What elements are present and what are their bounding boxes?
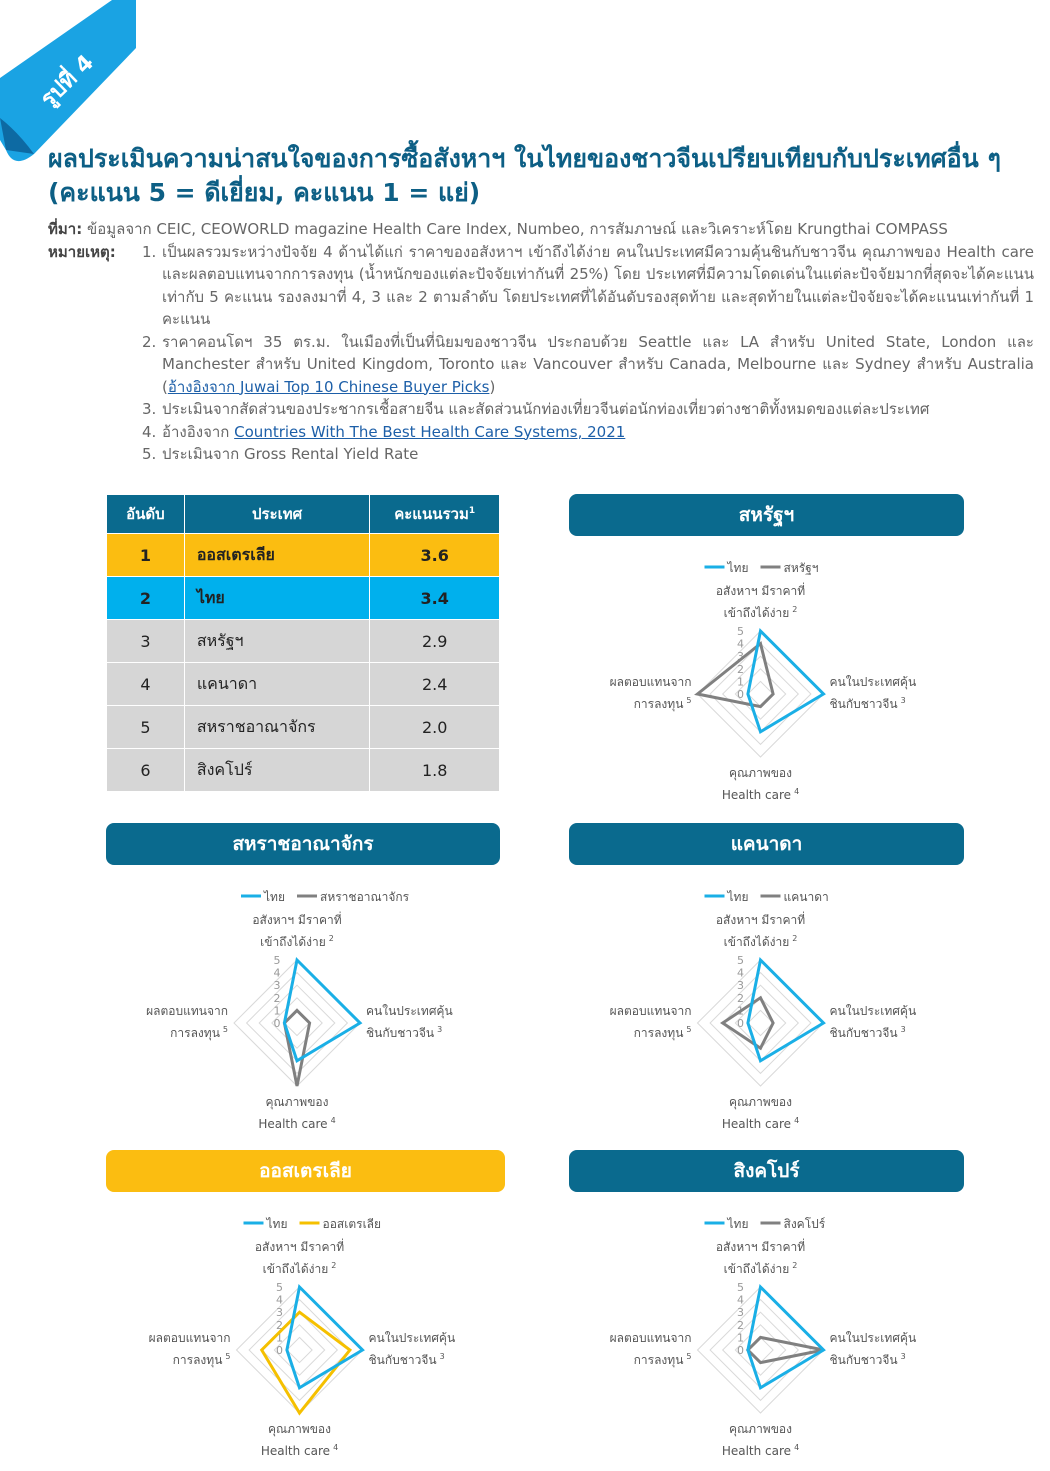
juwai-link[interactable]: อ้างอิงจาก Juwai Top 10 Chinese Buyer Picks [167,377,490,396]
radar-chart [569,865,964,1135]
legend-label: สหราชอาณาจักร [320,890,410,904]
axis-label-right: ชินกับชาวจีน $^3$ [366,1025,443,1040]
note-text: ประเมินจากสัดส่วนของประชากรเชื้อสายจีน และสัดส่วนนักท่องเที่ยวจีนต่อนักท่องเที่ยวต่างชาติทั้งหมดของแต่ละประเทศ [162,400,930,418]
cell-score: 2.0 [370,706,500,749]
header-rank: อันดับ [107,495,185,534]
grid-ring [723,656,799,732]
radar-panel [106,1150,505,1470]
tick-label: 0 [276,1344,283,1357]
chart-legend [244,1217,382,1231]
tick-label: 2 [737,1318,744,1332]
header-score-sup: 1 [468,506,476,516]
axis-label-top: เข้าถึงได้ง่าย $^2$ [723,605,798,620]
axis-label-bottom: Health care $^4$ [721,1443,800,1458]
cell-country: สิงคโปร์ [184,749,370,792]
axis-label-sup: 4 [794,1116,800,1125]
tick-label: 0 [273,1017,281,1030]
axis-label-top: อสังหาฯ มีราคาที่ [254,1240,345,1254]
tick-label: 4 [273,966,281,980]
axis-label-left: การลงทุน $^5$ [633,696,692,711]
axis-label-top: เข้าถึงได้ง่าย $^2$ [723,934,798,949]
tick-label: 3 [273,979,281,993]
tick-label: 2 [273,991,281,1005]
axis-label-right: คนในประเทศคุ้น [829,1331,917,1345]
legend-label: สหรัฐฯ [783,561,819,575]
axis-label-right: คนในประเทศคุ้น [829,675,917,689]
note-item [142,241,1034,331]
tick-label: 5 [737,1281,744,1294]
chart-legend [705,890,829,904]
notes-label: หมายเหตุ: [48,242,116,261]
axis-label-left: ผลตอบแทนจาก [609,1004,692,1018]
table-row [107,749,500,792]
axis-label-left: การลงทุน $^5$ [170,1025,228,1040]
tick-label: 0 [737,688,744,701]
axis-label-sup: 3 [900,696,906,705]
radar-panel [569,494,964,814]
radar-title: สิงคโปร์ [569,1150,964,1192]
axis-label-sup: 2 [792,605,798,614]
legend-label: ออสเตรเลีย [322,1217,382,1231]
grid-ring [262,1312,338,1388]
axis-label-bottom: Health care $^4$ [721,1116,800,1131]
radar-title: สหรัฐฯ [569,494,964,536]
tick-label: 3 [276,1306,283,1320]
axis-label-left: ผลตอบแทนจาก [609,675,692,689]
tick-label: 4 [737,966,744,980]
axis-label-sup: 5 [686,696,692,705]
legend-label: สิงคโปร์ [783,1217,826,1231]
axis-label-bottom: คุณภาพของ [268,1422,331,1436]
note-number: 5. [142,445,157,463]
legend-label: ไทย [727,1217,749,1231]
radar-title: ออสเตรเลีย [106,1150,505,1192]
grid-ring [237,1287,363,1413]
tick-label: 4 [276,1293,283,1307]
header-score [370,495,500,534]
radar-chart [106,865,500,1135]
radar-panel [569,823,964,1143]
grid-ring [234,960,360,1086]
axis-label-sup: 3 [900,1025,906,1034]
radar-panel [106,823,500,1143]
table-row [107,534,500,577]
cell-score: 2.9 [370,620,500,663]
tick-label: 3 [737,650,744,664]
axis-label-right: คนในประเทศคุ้น [368,1331,456,1345]
legend-label: ไทย [727,561,749,575]
axis-label-top: อสังหาฯ มีราคาที่ [715,1240,806,1254]
tick-label: 3 [737,979,744,993]
axis-label-bottom: คุณภาพของ [729,766,792,780]
note-text: ประเมินจาก Gross Rental Yield Rate [162,445,419,463]
cell-score: 1.8 [370,749,500,792]
axis-label-top: อสังหาฯ มีราคาที่ [715,913,806,927]
axis-label-sup: 2 [328,934,334,943]
note-text: อ้างอิงจาก [162,422,235,441]
radar-chart [106,1192,505,1462]
table-row [107,577,500,620]
axis-label-left: ผลตอบแทนจาก [609,1331,692,1345]
legend-label: ไทย [727,890,749,904]
radar-chart [569,1192,964,1462]
table-header-row [107,495,500,534]
tick-label: 1 [276,1331,283,1345]
page-title: ผลประเมินความน่าสนใจของการซื้อสังหาฯ ในไทยของชาวจีนเปรียบเทียบกับประเทศอื่น ๆ (คะแนน 5 = ดีเยี่ยม, คะแนน 1 = แย่) [48,144,1001,207]
axis-label-right: ชินกับชาวจีน $^3$ [829,696,906,711]
tick-label: 5 [737,954,744,967]
axis-label-sup: 3 [900,1352,906,1361]
note-number: 2. [142,332,157,351]
axis-label-bottom: คุณภาพของ [265,1095,329,1109]
cell-score: 3.6 [370,534,500,577]
tick-label: 0 [737,1344,744,1357]
cell-rank: 4 [107,663,185,706]
grid-ring [723,1312,799,1388]
grid-ring [698,631,824,757]
series-line [698,644,774,707]
chart-legend [241,890,410,904]
grid-ring [259,985,335,1061]
tick-label: 4 [737,1293,744,1307]
grid-ring [698,1287,824,1413]
axis-label-top: อสังหาฯ มีราคาที่ [252,913,342,927]
tick-label: 5 [737,625,744,638]
note-item [142,398,1034,421]
table-row [107,663,500,706]
axis-label-bottom: คุณภาพของ [729,1422,792,1436]
radar-title: แคนาดา [569,823,964,865]
tick-label: 1 [737,1004,744,1018]
note-number: 3. [142,400,157,418]
axis-label-sup: 2 [331,1261,337,1270]
axis-label-bottom: Health care $^4$ [260,1443,339,1458]
legend-label: ไทย [264,890,285,904]
ranking-table [106,494,500,792]
axis-label-sup: 5 [225,1352,231,1361]
axis-label-right: คนในประเทศคุ้น [366,1004,453,1018]
note-item [142,443,1034,466]
tick-label: 1 [737,675,744,689]
axis-label-sup: 4 [794,787,800,796]
axis-label-sup: 3 [437,1025,443,1034]
axis-label-top: เข้าถึงได้ง่าย $^2$ [260,934,334,949]
axis-label-sup: 5 [686,1025,692,1034]
tick-label: 4 [737,637,744,651]
note-item [142,421,1034,444]
axis-label-left: การลงทุน $^5$ [633,1352,692,1367]
cell-rank: 6 [107,749,185,792]
axis-label-right: ชินกับชาวจีน $^3$ [368,1352,445,1367]
axis-label-sup: 2 [792,934,798,943]
axis-label-top: เข้าถึงได้ง่าย $^2$ [723,1261,798,1276]
source-label: ที่มา: [48,220,83,238]
axis-label-left: ผลตอบแทนจาก [148,1331,231,1345]
source-line [48,218,1034,241]
header-country: ประเทศ [184,495,370,534]
health-care-link[interactable]: Countries With The Best Health Care Systems, 2021 [234,422,626,441]
chart-legend [705,561,819,575]
axis-label-sup: 4 [333,1443,339,1452]
tick-label: 5 [273,954,281,967]
axis-label-sup: 5 [222,1025,228,1034]
legend-label: แคนาดา [783,890,829,904]
tick-label: 2 [276,1318,283,1332]
cell-country: แคนาดา [184,663,370,706]
cell-rank: 3 [107,620,185,663]
note-number: 1. [142,242,157,261]
axis-label-right: คนในประเทศคุ้น [829,1004,917,1018]
tick-label: 1 [737,1331,744,1345]
axis-label-sup: 5 [686,1352,692,1361]
tick-label: 2 [737,662,744,676]
axis-label-right: ชินกับชาวจีน $^3$ [829,1352,906,1367]
radar-panel [569,1150,964,1470]
axis-label-sup: 2 [792,1261,798,1270]
cell-rank: 1 [107,534,185,577]
tick-label: 1 [273,1004,281,1018]
note-text: เป็นผลรวมระหว่างปัจจัย 4 ด้านได้แก่ ราคาของอสังหาฯ เข้าถึงได้ง่าย คนในประเทศมีความคุ้นชินกับชาวจีน คุณภาพของ Health care และผลตอบแทนจากการลงทุน (น้ำหนักของแต่ละปัจจัยเท่ากันที่ 25%) โดย ประเทศที่มีความโดดเด่นในแต่ละปัจจัยมากที่สุดจะได้คะแนนเท่ากับ 5 คะแนน รองลงมาที่ 4, 3 และ 2 ตามลำดับ โดยประเทศที่ได้อันดับรองสุดท้าย และสุดท้ายในแต่ละปัจจัยจะได้คะแนนเท่ากันที่ 1 คะแนน [162,242,1034,328]
axis-label-sup: 4 [794,1443,800,1452]
cell-rank: 2 [107,577,185,620]
axis-label-right: ชินกับชาวจีน $^3$ [829,1025,906,1040]
cell-country: สหราชอาณาจักร [184,706,370,749]
axis-label-bottom: คุณภาพของ [729,1095,792,1109]
tick-label: 0 [737,1017,744,1030]
tick-label: 3 [737,1306,744,1320]
cell-score: 3.4 [370,577,500,620]
table-row [107,706,500,749]
notes-block [48,218,1034,466]
axis-label-top: เข้าถึงได้ง่าย $^2$ [262,1261,337,1276]
note-text-end: ) [489,377,496,396]
tick-label: 5 [276,1281,283,1294]
axis-label-left: ผลตอบแทนจาก [146,1004,228,1018]
cell-country: สหรัฐฯ [184,620,370,663]
ribbon-label: รูปที่ 4 [36,50,99,113]
axis-label-sup: 4 [330,1116,336,1125]
note-item [142,331,1034,399]
radar-title: สหราชอาณาจักร [106,823,500,865]
axis-label-top: อสังหาฯ มีราคาที่ [715,584,806,598]
axis-label-left: การลงทุน $^5$ [172,1352,231,1367]
axis-label-left: การลงทุน $^5$ [633,1025,692,1040]
cell-rank: 5 [107,706,185,749]
grid-ring [698,960,824,1086]
legend-label: ไทย [266,1217,288,1231]
note-text: ราคาคอนโดฯ 35 ตร.ม. ในเมืองที่เป็นที่นิยมของชาวจีน ประกอบด้วย Seattle และ LA สำหรับ United State, London และ Manchester สำหรับ United Kingdom, Toronto และ Vancouver สำหรับ Canada, Melbourne และ Sydney สำหรับ Australia ( [162,332,1034,396]
cell-country: ออสเตรเลีย [184,534,370,577]
table-row [107,620,500,663]
radar-chart [569,536,964,806]
header-score-label: คะแนนรวม [394,505,469,523]
notes-list [48,241,1034,466]
tick-label: 2 [737,991,744,1005]
axis-label-sup: 3 [439,1352,445,1361]
note-number: 4. [142,422,157,441]
chart-legend [705,1217,826,1231]
axis-label-bottom: Health care $^4$ [258,1116,336,1131]
cell-score: 2.4 [370,663,500,706]
axis-label-bottom: Health care $^4$ [721,787,800,802]
source-text: ข้อมูลจาก CEIC, CEOWORLD magazine Health Care Index, Numbeo, การสัมภาษณ์ และวิเคราะห์โดย Krungthai COMPASS [82,220,948,238]
cell-country: ไทย [184,577,370,620]
